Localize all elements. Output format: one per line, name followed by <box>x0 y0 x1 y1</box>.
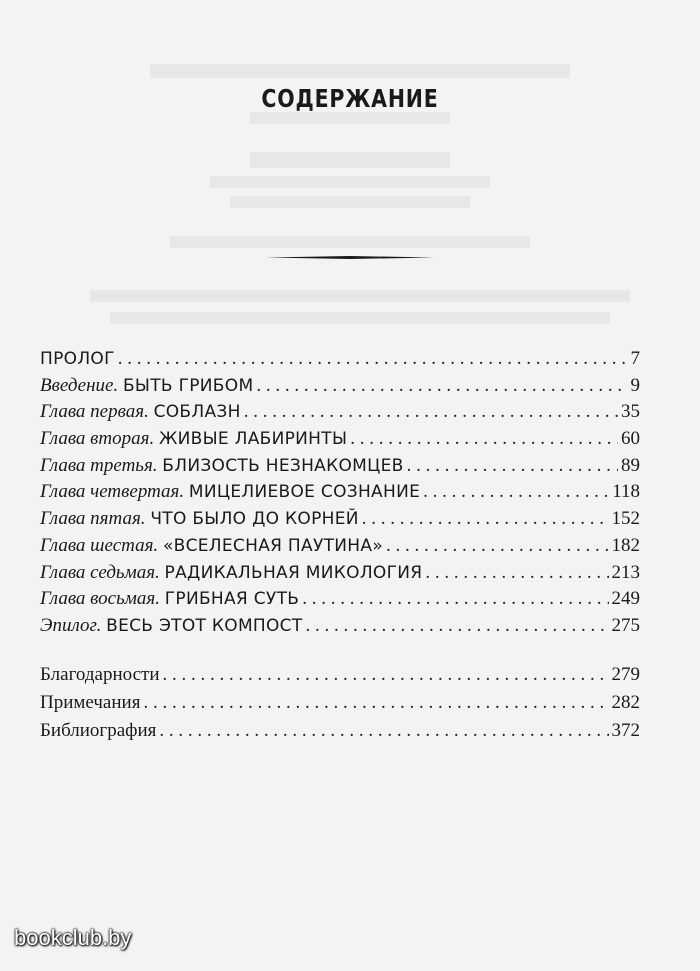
toc-entry-label: Примечания <box>40 692 141 713</box>
toc-entry-page: 60 <box>621 428 640 450</box>
toc-entry-chapter-2[interactable] <box>40 426 640 453</box>
toc-entry-chapter-5[interactable] <box>40 506 640 533</box>
toc-entry-heading: МИЦЕЛИЕВОЕ СОЗНАНИЕ <box>188 482 421 503</box>
toc-entry-prefix: Глава шестая. <box>40 534 159 556</box>
toc-entry-epilogue[interactable] <box>40 613 640 640</box>
toc-entry-heading: РАДИКАЛЬНАЯ МИКОЛОГИЯ <box>164 562 423 583</box>
toc-entry-page: 182 <box>611 534 640 556</box>
leader-dots <box>362 506 609 533</box>
toc-entry-page: 275 <box>611 614 640 636</box>
toc-entry-heading: СОБЛАЗН <box>153 402 241 423</box>
toc-entry-chapter-1[interactable] <box>40 399 640 426</box>
table-of-contents <box>40 346 640 640</box>
toc-entry-chapter-8[interactable] <box>40 586 640 613</box>
toc-entry-prefix: Глава пятая. <box>40 508 146 530</box>
toc-entry-prefix: Глава восьмая. <box>40 588 160 610</box>
leader-dots <box>143 689 608 717</box>
toc-entry-label: Библиография <box>40 720 157 741</box>
leader-dots <box>350 426 618 453</box>
toc-entry-page: 279 <box>611 664 640 685</box>
toc-entry-prefix: Глава первая. <box>40 401 149 423</box>
toc-entry-introduction[interactable] <box>40 373 640 400</box>
leader-dots <box>423 479 609 506</box>
toc-entry-page: 35 <box>621 401 640 423</box>
leader-dots <box>244 399 618 426</box>
toc-entry-page: 282 <box>611 692 640 713</box>
toc-entry-page: 9 <box>630 374 640 396</box>
leader-dots <box>386 533 608 560</box>
toc-entry-chapter-3[interactable] <box>40 453 640 480</box>
page-title: СОДЕРЖАНИЕ <box>261 84 439 113</box>
toc-entry-prefix: Глава четвертая. <box>40 481 185 503</box>
toc-entry-page: 89 <box>621 454 640 476</box>
leader-dots <box>159 717 608 745</box>
toc-entry-page: 118 <box>612 481 640 503</box>
toc-entry-prefix: Глава третья. <box>40 454 158 476</box>
toc-entry-prefix: Введение. <box>40 374 119 396</box>
toc-entry-page: 152 <box>611 508 640 530</box>
leader-dots <box>118 346 628 373</box>
toc-entry-heading: ГРИБНАЯ СУТЬ <box>164 589 300 610</box>
leader-dots <box>302 586 608 613</box>
site-watermark: bookclub.by <box>14 925 132 950</box>
toc-entry-heading: ЧТО БЫЛО ДО КОРНЕЙ <box>150 509 359 530</box>
toc-entry-heading: БЛИЗОСТЬ НЕЗНАКОМЦЕВ <box>162 455 404 476</box>
leader-dots <box>425 560 608 587</box>
toc-entry-heading: БЫТЬ ГРИБОМ <box>122 375 254 396</box>
toc-entry-chapter-6[interactable] <box>40 533 640 560</box>
toc-entry-notes[interactable] <box>40 689 640 717</box>
toc-entry-heading: ПРОЛОГ <box>40 349 115 369</box>
toc-entry-heading: «ВСЕЛЕСНАЯ ПАУТИНА» <box>162 535 384 556</box>
toc-entry-chapter-4[interactable] <box>40 479 640 506</box>
toc-entry-prefix: Глава вторая. <box>40 428 155 450</box>
toc-entry-page: 372 <box>611 720 640 741</box>
toc-entry-prefix: Глава седьмая. <box>40 561 160 583</box>
back-matter-list <box>40 661 640 745</box>
title-divider <box>266 256 434 259</box>
toc-entry-label: Благодарности <box>40 664 160 685</box>
toc-entry-page: 213 <box>611 561 640 583</box>
toc-entry-prefix: Эпилог. <box>40 614 102 636</box>
toc-entry-prologue[interactable] <box>40 346 640 373</box>
toc-entry-heading: ЖИВЫЕ ЛАБИРИНТЫ <box>158 429 348 450</box>
leader-dots <box>306 613 609 640</box>
leader-dots <box>163 661 609 689</box>
toc-entry-bibliography[interactable] <box>40 717 640 745</box>
leader-dots <box>256 373 627 400</box>
toc-entry-acknowledgements[interactable] <box>40 661 640 689</box>
leader-dots <box>407 453 618 480</box>
toc-entry-page: 249 <box>611 588 640 610</box>
toc-entry-page: 7 <box>630 348 640 369</box>
toc-entry-heading: ВЕСЬ ЭТОТ КОМПОСТ <box>106 615 303 636</box>
toc-entry-chapter-7[interactable] <box>40 560 640 587</box>
